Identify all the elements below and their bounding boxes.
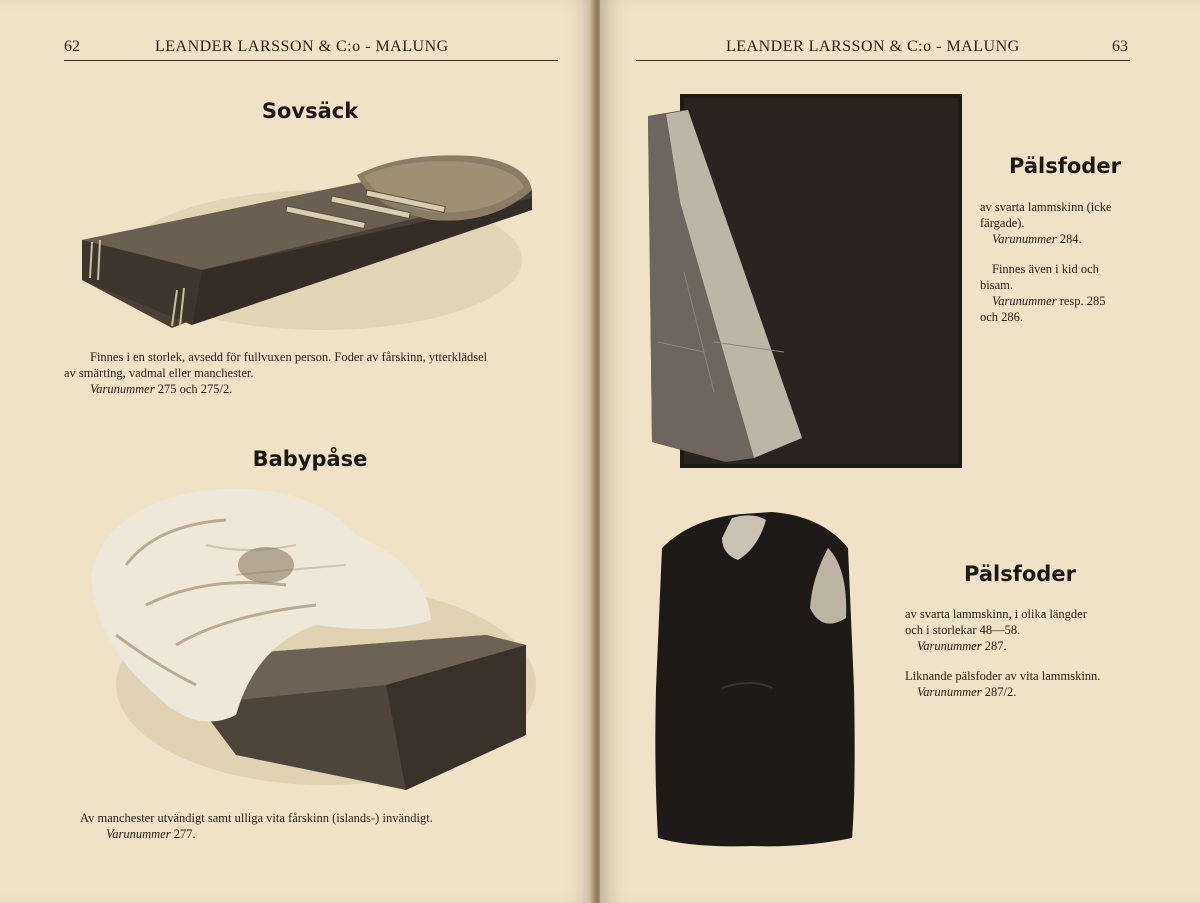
- article-label: Varunummer: [992, 232, 1057, 246]
- header-rule-right: [636, 60, 1130, 61]
- article-numbers: 277.: [173, 827, 196, 841]
- palsfoder-2-article-2: [905, 684, 1145, 700]
- palsfoder-1-line3: Finnes även i kid och: [992, 262, 1099, 276]
- sleeping-bag-illustration: [72, 150, 542, 340]
- palsfoder-2-description: [905, 606, 1145, 700]
- article-numbers: 287/2.: [984, 685, 1017, 699]
- palsfoder-2-title: Pälsfoder: [964, 562, 1076, 586]
- babypase-desc-line1: Av manchester utvändigt samt ulliga vita fårskinn (islands-) invändigt.: [80, 811, 433, 825]
- article-label: Varunummer: [106, 827, 171, 841]
- babypase-title: Babypåse: [252, 447, 368, 471]
- palsfoder-1-line5: och 286.: [980, 310, 1024, 324]
- sovsack-desc-line1: Finnes i en storlek, avsedd för fullvuxen person. Foder av fårskinn, ytterklädsel: [90, 350, 488, 364]
- article-label: Varunummer: [917, 685, 982, 699]
- babypase-description: [80, 810, 580, 842]
- fur-vest-illustration: [652, 508, 862, 853]
- babypase-article-line: [80, 826, 580, 842]
- fur-lining-illustration: [644, 92, 964, 472]
- running-head-right: LEANDER LARSSON & C:o - MALUNG: [726, 38, 1020, 55]
- article-label: Varunummer: [917, 639, 982, 653]
- running-head-left: LEANDER LARSSON & C:o - MALUNG: [155, 38, 449, 55]
- page-number-left: 62: [64, 38, 80, 55]
- article-label: Varunummer: [90, 382, 155, 396]
- palsfoder-1-description: [980, 199, 1135, 325]
- sovsack-description: [64, 349, 564, 397]
- palsfoder-1-article-1: [980, 231, 1135, 247]
- article-numbers: 287.: [984, 639, 1007, 653]
- article-numbers: 275 och 275/2.: [157, 382, 233, 396]
- sovsack-title: Sovsäck: [261, 99, 359, 123]
- sovsack-article-line: [64, 381, 564, 397]
- left-page: [0, 0, 594, 903]
- palsfoder-1-title: Pälsfoder: [1009, 154, 1121, 178]
- article-numbers: 284.: [1059, 232, 1082, 246]
- palsfoder-1-line1: av svarta lammskinn (icke: [980, 200, 1112, 214]
- article-numbers: resp. 285: [1059, 294, 1106, 308]
- sovsack-desc-line2: av smärting, vadmal eller manchester.: [64, 366, 254, 380]
- page-number-right: 63: [1112, 38, 1128, 55]
- palsfoder-1-line2: färgade).: [980, 216, 1025, 230]
- palsfoder-2-line1: av svarta lammskinn, i olika längder: [905, 607, 1087, 621]
- palsfoder-2-line2: och i storlekar 48—58.: [905, 623, 1021, 637]
- palsfoder-1-article-2: [980, 293, 1135, 309]
- article-label: Varunummer: [992, 294, 1057, 308]
- right-page: [600, 0, 1200, 903]
- baby-bag-illustration: [86, 485, 536, 795]
- header-rule-left: [64, 60, 558, 61]
- palsfoder-1-line4: bisam.: [980, 278, 1013, 292]
- palsfoder-2-line3: Liknande pälsfoder av vita lammskinn.: [905, 669, 1101, 683]
- palsfoder-2-article-1: [905, 638, 1145, 654]
